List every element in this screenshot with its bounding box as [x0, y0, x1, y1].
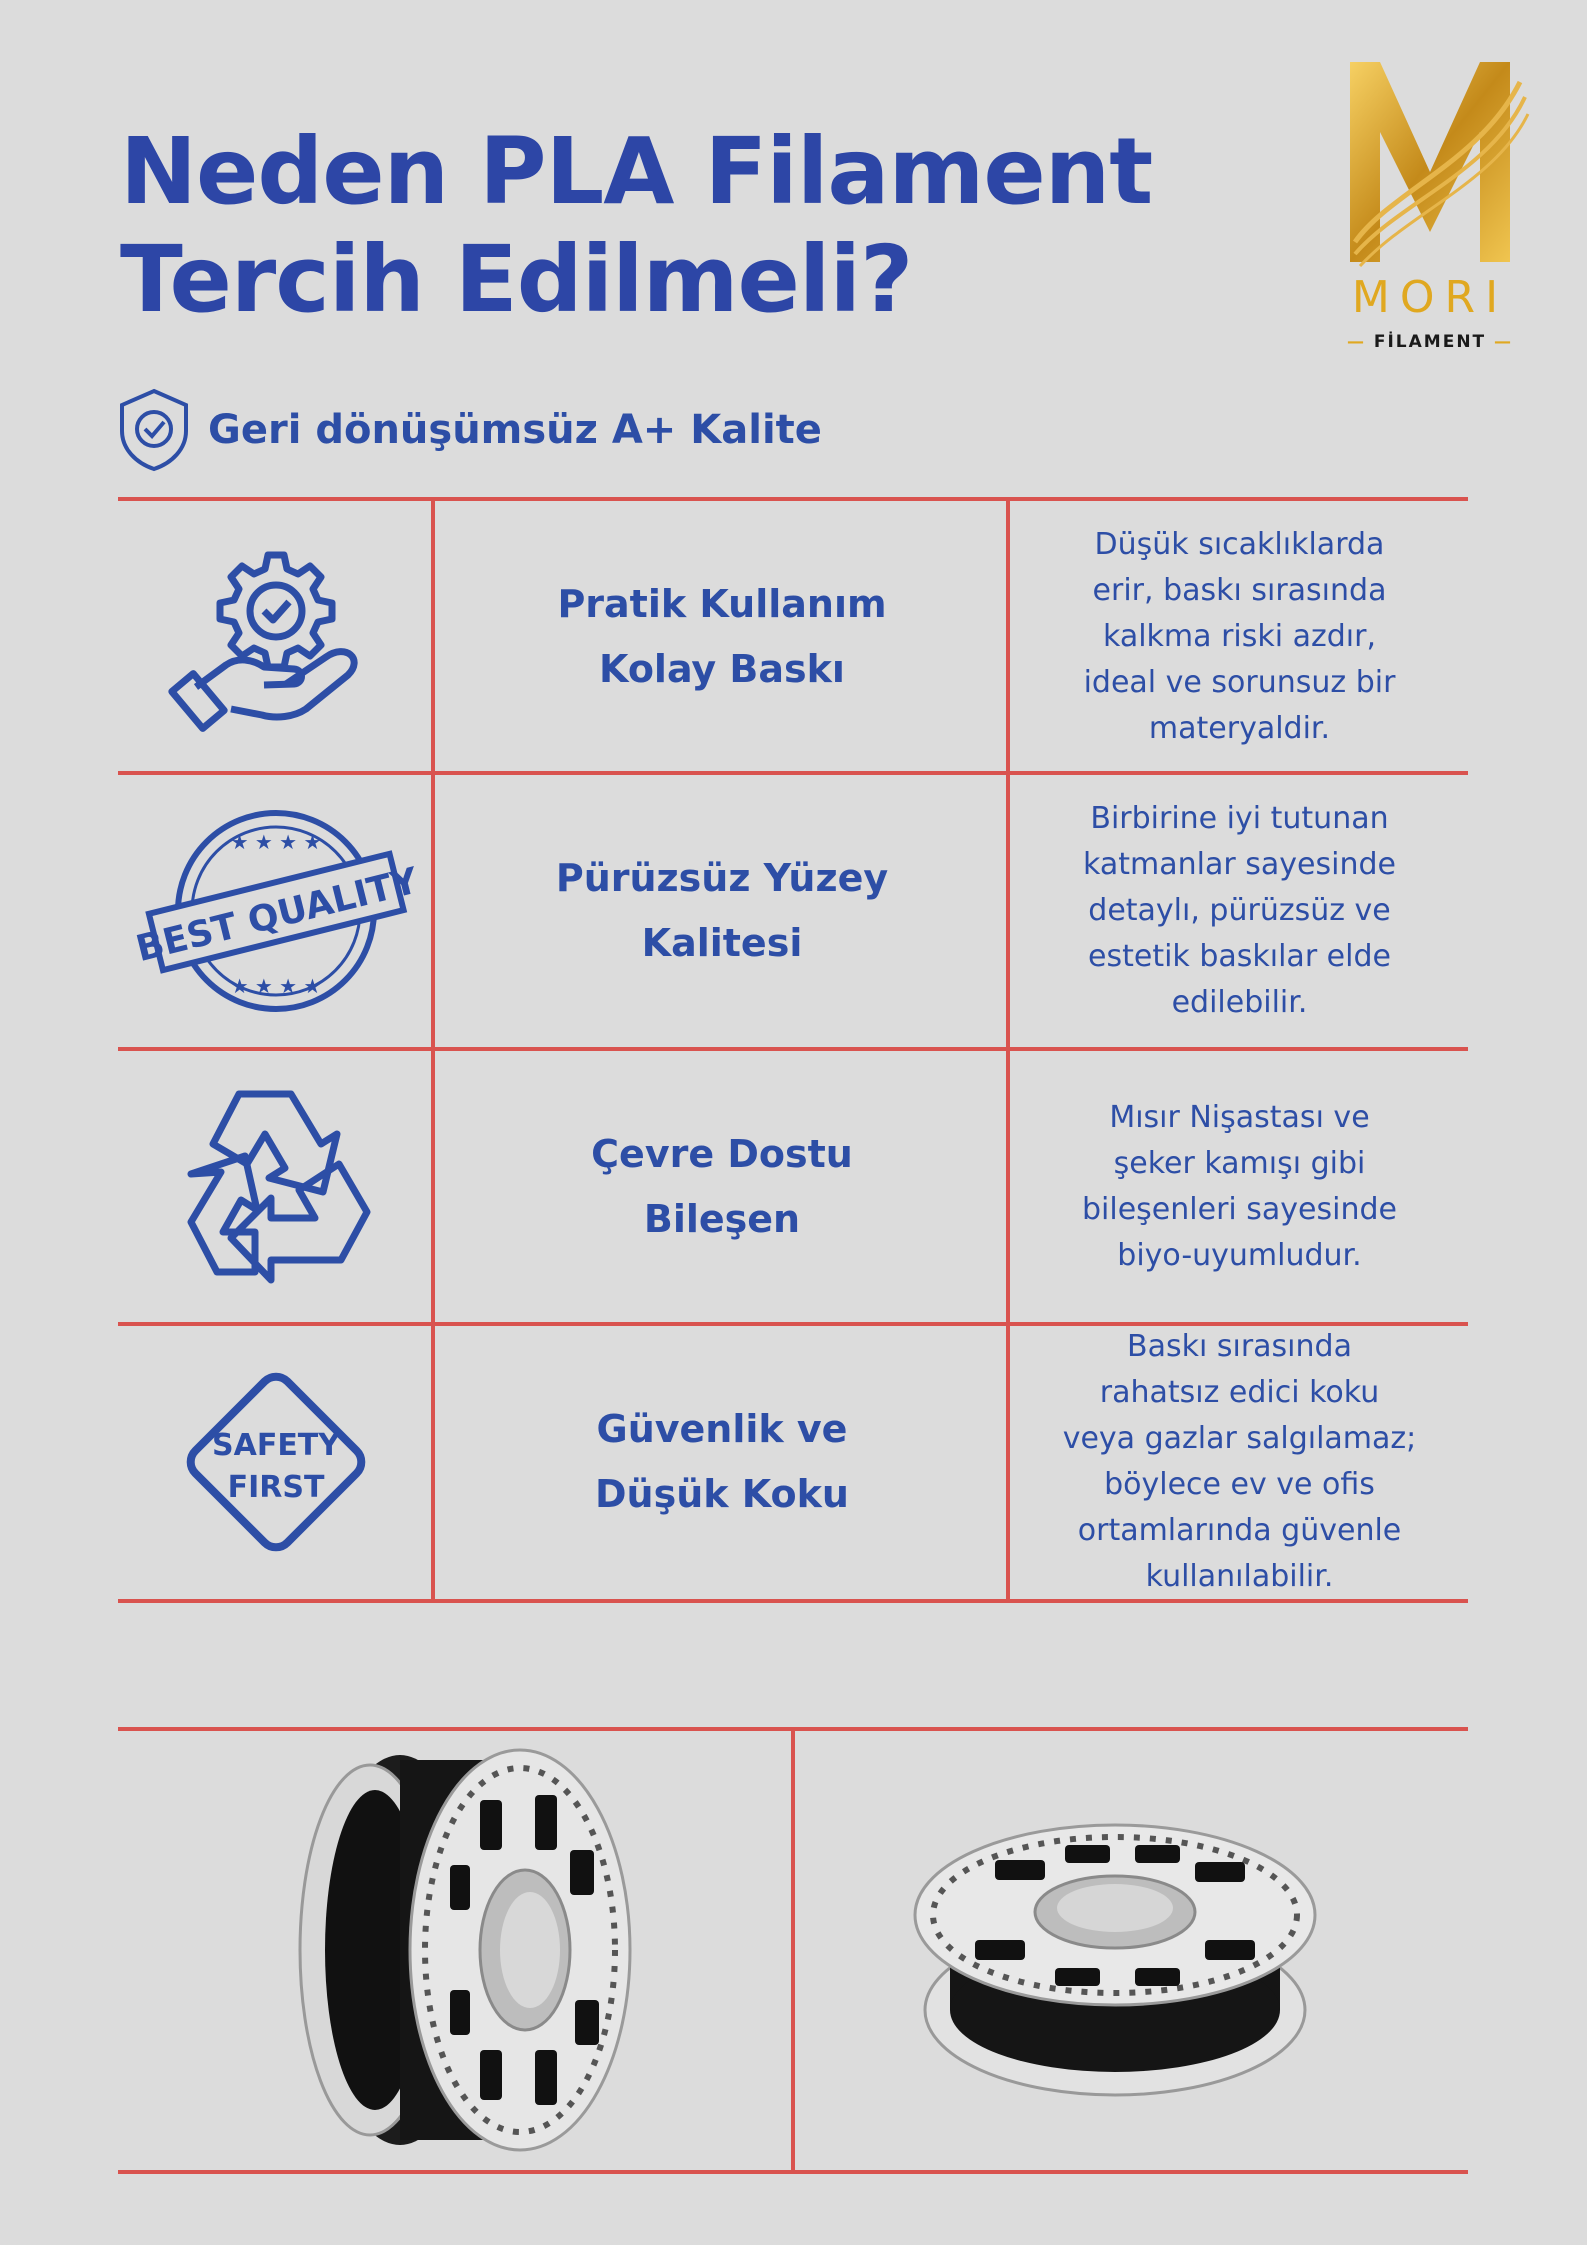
desc-line: Baskı sırasında	[1127, 1328, 1352, 1364]
feature-title	[436, 1051, 1008, 1322]
feature-title-line-1: Pürüzsüz Yüzey	[555, 855, 889, 900]
desc-line: katmanlar sayesinde	[1083, 846, 1396, 882]
feature-title-line-1: Çevre Dostu	[591, 1131, 853, 1176]
desc-line: veya gazlar salgılamaz;	[1062, 1420, 1417, 1456]
column-divider	[791, 1727, 795, 2174]
desc-line: ideal ve sorunsuz bir	[1083, 664, 1396, 700]
desc-line: biyo-uyumludur.	[1117, 1237, 1362, 1273]
hand-gear-icon	[176, 537, 376, 737]
desc-line: rahatsız edici koku	[1099, 1374, 1380, 1410]
feature-description	[1011, 501, 1468, 772]
desc-line: detaylı, pürüzsüz ve	[1088, 892, 1391, 928]
desc-line: böylece ev ve ofis	[1104, 1466, 1375, 1502]
feature-title	[436, 775, 1008, 1046]
logo-brand-text: MORI	[1351, 272, 1509, 323]
title-line-1: Neden PLA Filament	[120, 118, 1153, 225]
brand-logo	[1330, 42, 1530, 362]
spool-flat-image	[905, 1790, 1325, 2124]
feature-icon-cell	[118, 1051, 433, 1322]
safety-first-sign-icon	[161, 1347, 391, 1577]
best-quality-stamp-icon	[131, 801, 422, 1021]
desc-line: erir, baskı sırasında	[1092, 572, 1387, 608]
logo-subline-text: FİLAMENT	[1373, 332, 1487, 352]
feature-title-line-2: Düşük Koku	[595, 1471, 849, 1516]
stamp-text: BEST QUALITY	[131, 860, 422, 970]
feature-row	[118, 775, 1468, 1046]
feature-icon-cell	[118, 501, 433, 772]
feature-title-line-2: Kalitesi	[641, 920, 803, 965]
svg-text:★ ★ ★ ★: ★ ★ ★ ★	[230, 829, 321, 854]
filament-spool-flat-icon	[905, 1790, 1325, 2120]
desc-line: Düşük sıcaklıklarda	[1094, 526, 1385, 562]
desc-line: materyaldir.	[1148, 710, 1331, 746]
desc-line: estetik baskılar elde	[1088, 938, 1391, 974]
feature-title-line-2: Bileşen	[643, 1196, 801, 1241]
feature-icon-cell	[118, 775, 433, 1046]
feature-icon-cell	[118, 1326, 433, 1597]
desc-line: edilebilir.	[1171, 984, 1308, 1020]
feature-title-line-2: Kolay Baskı	[599, 646, 845, 691]
feature-row	[118, 1326, 1468, 1597]
page-title	[120, 118, 1152, 334]
sign-line-2: FIRST	[227, 1469, 324, 1505]
desc-line: kullanılabilir.	[1145, 1558, 1334, 1594]
recycle-icon	[161, 1082, 391, 1292]
svg-text:★ ★ ★ ★: ★ ★ ★ ★	[230, 973, 321, 998]
quality-subheading	[118, 385, 822, 475]
desc-line: Birbirine iyi tutunan	[1090, 800, 1389, 836]
feature-description	[1011, 775, 1468, 1046]
feature-description	[1011, 1051, 1468, 1322]
feature-description	[1011, 1326, 1468, 1597]
feature-row	[118, 1051, 1468, 1322]
divider-line	[118, 1599, 1468, 1603]
feature-title-line-1: Güvenlik ve	[596, 1406, 848, 1451]
logo-subline: — FİLAMENT —	[1346, 332, 1514, 352]
shield-check-icon	[118, 387, 190, 473]
desc-line: Mısır Nişastası ve	[1109, 1099, 1370, 1135]
feature-title	[436, 1326, 1008, 1597]
subheading-text: Geri dönüşümsüz A+ Kalite	[208, 407, 822, 453]
sign-line-1: SAFETY	[211, 1427, 340, 1463]
title-line-2: Tercih Edilmeli?	[120, 226, 913, 333]
feature-title	[436, 501, 1008, 772]
spool-side-image	[280, 1740, 640, 2164]
desc-line: bileşenleri sayesinde	[1082, 1191, 1397, 1227]
desc-line: şeker kamışı gibi	[1113, 1145, 1366, 1181]
feature-title-line-1: Pratik Kullanım	[557, 581, 887, 626]
filament-spool-side-icon	[280, 1740, 640, 2160]
feature-row	[118, 501, 1468, 772]
desc-line: kalkma riski azdır,	[1102, 618, 1376, 654]
desc-line: ortamlarında güvenle	[1077, 1512, 1402, 1548]
